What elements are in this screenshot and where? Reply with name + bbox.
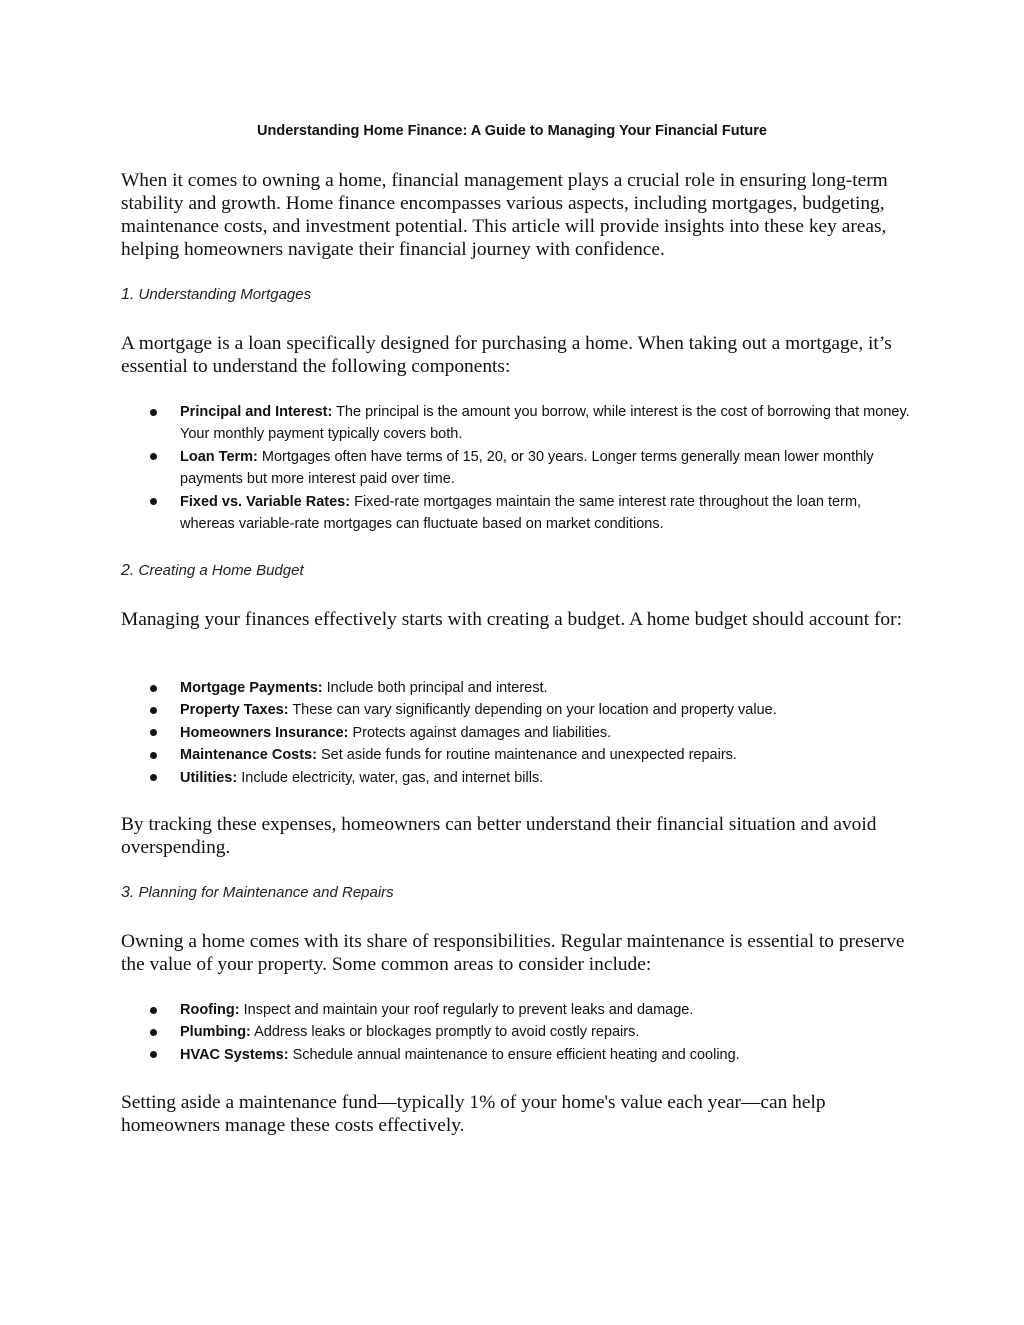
- list-item: [121, 1021, 911, 1043]
- item-term: Fixed vs. Variable Rates:: [180, 493, 351, 510]
- item-term: Maintenance Costs:: [180, 747, 317, 764]
- item-text: Include both principal and interest.: [326, 680, 548, 696]
- item-term: Loan Term:: [180, 448, 258, 465]
- list-item: [121, 744, 911, 766]
- budget-items-list: [121, 677, 911, 789]
- bullet-icon: [150, 1051, 157, 1058]
- list-item: [121, 767, 911, 789]
- item-text: The principal is the amount you borrow, while interest is the cost of borrowing that money. Your monthly payment typically covers both.: [180, 404, 910, 443]
- item-term: Principal and Interest:: [180, 404, 333, 420]
- item-text: Mortgages often have terms of 15, 20, or 30 years. Longer terms generally mean lower monthly payments but more interest paid over time.: [180, 448, 874, 488]
- bullet-icon: [150, 707, 157, 714]
- list-item: [121, 401, 911, 446]
- section-closing-paragraph: By tracking these expenses, homeowners can better understand their financial situation and avoid overspending.: [121, 814, 877, 858]
- section-heading-maintenance: [121, 883, 911, 903]
- section-title: Planning for Maintenance and Repairs: [138, 884, 394, 901]
- item-term: Mortgage Payments:: [180, 680, 323, 696]
- bullet-icon: [150, 409, 157, 416]
- section-number: 2.: [121, 562, 135, 579]
- section-number: 1.: [121, 286, 135, 303]
- list-item: [121, 1044, 911, 1066]
- maintenance-areas-list: [121, 999, 911, 1066]
- item-text: Inspect and maintain your roof regularly to prevent leaks and damage.: [243, 1002, 694, 1018]
- item-text: Set aside funds for routine maintenance and unexpected repairs.: [321, 747, 737, 764]
- section-lead-paragraph: Owning a home comes with its share of responsibilities. Regular maintenance is essential to preserve the value of your property. Some common areas to consider include:: [121, 931, 905, 975]
- bullet-icon: [150, 453, 157, 460]
- item-text: Fixed-rate mortgages maintain the same interest rate throughout the loan term, whereas variable-rate mortgages can fluctuate based on market conditions.: [180, 493, 862, 533]
- section-lead-paragraph: Managing your finances effectively starts with creating a budget. A home budget should account for:: [121, 609, 902, 630]
- item-term: HVAC Systems:: [180, 1046, 289, 1063]
- section-heading-mortgages: [121, 285, 911, 305]
- document-title: Understanding Home Finance: A Guide to Managing Your Financial Future: [257, 123, 767, 139]
- bullet-icon: [150, 498, 157, 505]
- bullet-icon: [150, 685, 157, 692]
- item-text: These can vary significantly depending on your location and property value.: [292, 702, 777, 719]
- bullet-icon: [150, 752, 157, 759]
- bullet-icon: [150, 1029, 157, 1036]
- bullet-icon: [150, 729, 157, 736]
- item-term: Homeowners Insurance:: [180, 724, 349, 741]
- section-title: Understanding Mortgages: [138, 286, 312, 303]
- item-text: Schedule annual maintenance to ensure efficient heating and cooling.: [292, 1046, 740, 1063]
- section-lead-paragraph: A mortgage is a loan specifically designed for purchasing a home. When taking out a mortgage, it’s essential to understand the following components:: [121, 333, 892, 377]
- item-term: Plumbing:: [180, 1024, 251, 1041]
- bullet-icon: [150, 1007, 157, 1014]
- section-title: Creating a Home Budget: [138, 562, 304, 579]
- section-number: 3.: [121, 884, 135, 901]
- section-closing-paragraph: Setting aside a maintenance fund—typically 1% of your home's value each year—can help homeowners manage these costs effectively.: [121, 1092, 826, 1136]
- item-text: Address leaks or blockages promptly to avoid costly repairs.: [254, 1024, 640, 1041]
- list-item: [121, 722, 911, 744]
- section-heading-budget: [121, 561, 911, 581]
- item-term: Utilities:: [180, 769, 238, 786]
- mortgage-components-list: [121, 401, 911, 535]
- list-item: [121, 491, 911, 536]
- item-text: Include electricity, water, gas, and internet bills.: [241, 769, 544, 786]
- item-term: Roofing:: [180, 1002, 240, 1018]
- item-term: Property Taxes:: [180, 702, 289, 719]
- bullet-icon: [150, 774, 157, 781]
- intro-paragraph: When it comes to owning a home, financial management plays a crucial role in ensuring long-term stability and growth. Home finance encompasses various aspects, including mortgages, budgeting, maintenance costs, and investment potential. This article will provide insights into these key areas, helping homeowners navigate their financial journey with confidence.: [121, 170, 888, 260]
- list-item: [121, 699, 911, 721]
- item-text: Protects against damages and liabilities.: [352, 724, 612, 741]
- list-item: [121, 677, 911, 699]
- list-item: [121, 446, 911, 491]
- list-item: [121, 999, 911, 1021]
